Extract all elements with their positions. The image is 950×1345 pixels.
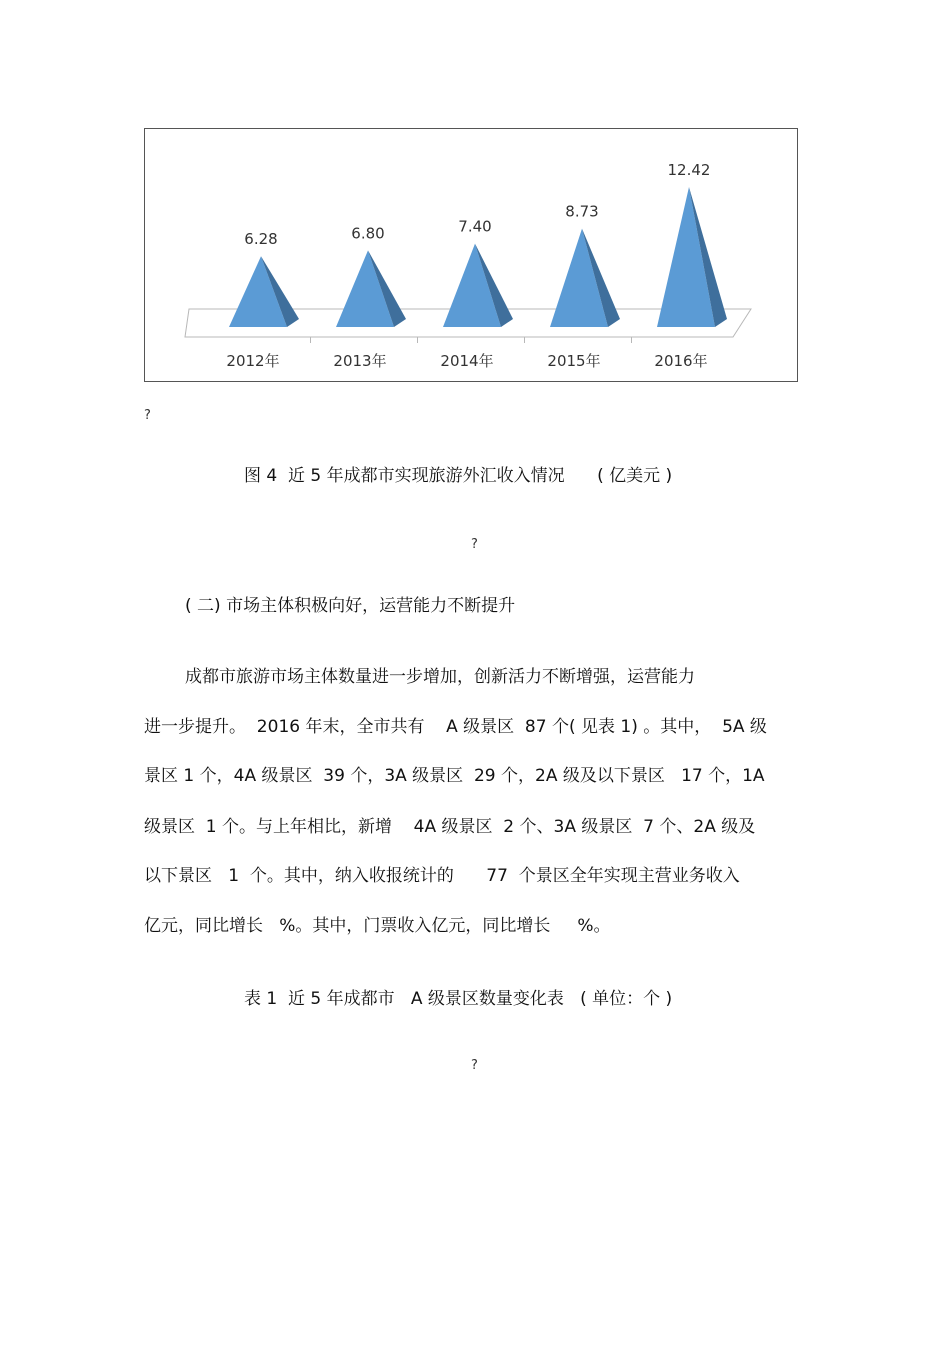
category-label: 2016年 bbox=[654, 352, 708, 370]
body-line: 以下景区 1 个。其中，纳入收报统计的 77 个景区全年实现主营业务收入 bbox=[144, 866, 740, 886]
category-label: 2013年 bbox=[333, 352, 387, 370]
value-label: 6.28 bbox=[244, 230, 278, 249]
value-labels bbox=[244, 161, 710, 248]
placeholder-mark: ? bbox=[471, 537, 478, 552]
chart-container bbox=[144, 128, 798, 382]
category-label: 2014年 bbox=[440, 352, 494, 370]
body-line: 级景区 1 个。与上年相比，新增 4A 级景区 2 个、3A 级景区 7 个、2A 级及 bbox=[144, 817, 756, 837]
category-labels bbox=[226, 337, 707, 370]
figure-caption: 图 4 近 5 年成都市实现旅游外汇收入情况 ( 亿美元 ) bbox=[244, 466, 673, 486]
body-line: 景区 1 个，4A 级景区 39 个，3A 级景区 29 个，2A 级及以下景区 17 个，1A bbox=[144, 766, 765, 786]
value-label: 6.80 bbox=[351, 224, 385, 243]
body-line: 成都市旅游市场主体数量进一步增加，创新活力不断增强，运营能力 bbox=[185, 667, 695, 687]
body-line: 亿元，同比增长 %。其中，门票收入亿元，同比增长 %。 bbox=[144, 916, 611, 936]
placeholder-mark: ? bbox=[144, 408, 151, 423]
category-label: 2012年 bbox=[226, 352, 280, 370]
chart-marks bbox=[229, 187, 727, 327]
category-label: 2015年 bbox=[547, 352, 601, 370]
body-line: 进一步提升。 2016 年末，全市共有 A 级景区 87 个( 见表 1) 。其中， 5A 级 bbox=[144, 717, 767, 737]
value-label: 12.42 bbox=[667, 161, 711, 179]
placeholder-mark: ? bbox=[471, 1058, 478, 1073]
table-caption: 表 1 近 5 年成都市 A 级景区数量变化表 ( 单位：个 ) bbox=[244, 989, 673, 1009]
section-heading: ( 二) 市场主体积极向好，运营能力不断提升 bbox=[185, 596, 516, 616]
pyramid-chart bbox=[145, 129, 797, 381]
value-label: 8.73 bbox=[565, 202, 599, 221]
value-label: 7.40 bbox=[458, 217, 492, 236]
